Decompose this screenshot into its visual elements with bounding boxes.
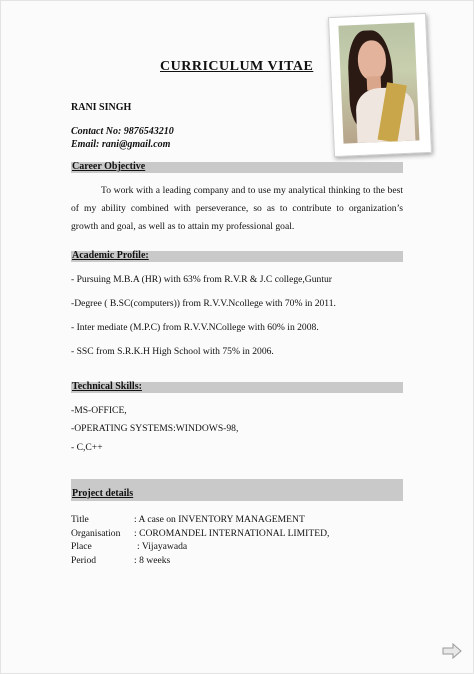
skill-item: - C,C++	[71, 442, 103, 453]
academic-profile-header	[71, 251, 403, 262]
project-details-heading: Project details	[72, 488, 134, 499]
project-row-place	[71, 541, 187, 552]
profile-photo	[338, 22, 419, 143]
project-row-period	[71, 555, 170, 566]
skill-item: -MS-OFFICE,	[71, 405, 127, 416]
project-row-title	[71, 514, 305, 525]
academic-item: - Inter mediate (M.P.C) from R.V.V.NCollege with 60% in 2008.	[71, 322, 319, 333]
project-label: Title	[71, 514, 89, 525]
candidate-name: RANI SINGH	[71, 102, 132, 113]
technical-skills-heading: Technical Skills:	[72, 381, 142, 392]
career-objective-heading: Career Objective	[72, 161, 146, 172]
contact-email: Email: rani@gmail.com	[71, 139, 171, 150]
profile-photo-frame	[328, 13, 432, 157]
project-label: Period	[71, 555, 97, 566]
contact-block	[71, 125, 174, 151]
photo-face	[357, 40, 387, 81]
academic-profile-heading: Academic Profile:	[72, 250, 149, 261]
technical-skills-header	[71, 382, 403, 393]
project-row-organisation	[71, 528, 329, 539]
project-value: : COROMANDEL INTERNATIONAL LIMITED,	[134, 528, 330, 539]
academic-item: - Pursuing M.B.A (HR) with 63% from R.V.R & J.C college,Guntur	[71, 274, 332, 285]
career-objective-text: To work with a leading company and to use my analytical thinking to the best of my ability combined with perseverance, so as to contribute to organization’s growth and goal, as well as to attain my professional goal.	[71, 185, 403, 232]
project-label: Organisation	[71, 528, 121, 539]
project-label: Place	[71, 541, 92, 552]
project-value: : Vijayawada	[137, 541, 188, 552]
contact-number: Contact No: 9876543210	[71, 126, 174, 137]
skill-item: -OPERATING SYSTEMS:WINDOWS-98,	[71, 423, 239, 434]
academic-item: - SSC from S.R.K.H High School with 75% in 2006.	[71, 346, 274, 357]
page-title: CURRICULUM VITAE	[160, 59, 314, 74]
academic-item: -Degree ( B.SC(computers)) from R.V.V.Ncollege with 70% in 2011.	[71, 298, 336, 309]
arrow-right-icon[interactable]	[442, 643, 462, 659]
career-objective-header	[71, 162, 403, 173]
project-details-header	[71, 479, 403, 501]
project-value: : 8 weeks	[134, 555, 171, 566]
project-value: : A case on INVENTORY MANAGEMENT	[134, 514, 305, 525]
